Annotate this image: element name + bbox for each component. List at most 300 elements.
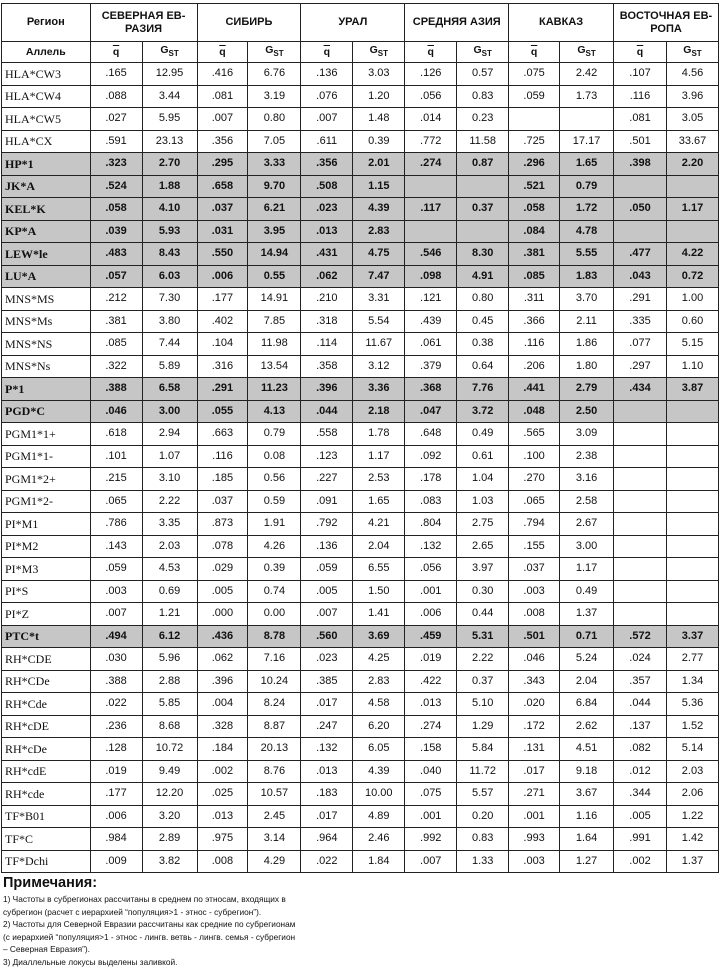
q-value-cell: .031: [197, 220, 248, 243]
gst-value-cell: [666, 423, 718, 446]
gst-value-cell: 5.89: [142, 355, 197, 378]
gst-value-cell: 1.15: [353, 175, 405, 198]
q-value-cell: .005: [301, 580, 353, 603]
gst-value-cell: 2.62: [560, 715, 614, 738]
q-value-cell: .210: [301, 288, 353, 311]
gst-value-cell: 2.53: [353, 468, 405, 491]
q-value-cell: .128: [90, 738, 142, 761]
allele-frequency-table: [1, 3, 719, 873]
q-value-cell: [405, 175, 457, 198]
q-value-cell: .323: [90, 153, 142, 176]
q-value-cell: .648: [405, 423, 457, 446]
q-symbol: $\overline{q}$: [113, 46, 119, 58]
allele-cell: RH*cDE: [2, 715, 91, 738]
gst-column-header: [248, 42, 301, 63]
q-value-cell: .483: [90, 243, 142, 266]
gst-value-cell: 8.78: [248, 625, 301, 648]
allele-cell: HP*1: [2, 153, 91, 176]
gst-value-cell: 1.84: [353, 850, 405, 873]
q-value-cell: .964: [301, 828, 353, 851]
gst-value-cell: 0.69: [142, 580, 197, 603]
gst-value-cell: 1.48: [353, 108, 405, 131]
gst-value-cell: 1.29: [457, 715, 509, 738]
gst-value-cell: 0.30: [457, 580, 509, 603]
gst-value-cell: 0.44: [457, 603, 509, 626]
q-value-cell: .082: [614, 738, 667, 761]
q-value-cell: .004: [197, 693, 248, 716]
gst-value-cell: 4.75: [353, 243, 405, 266]
gst-value-cell: 5.24: [560, 648, 614, 671]
q-value-cell: .524: [90, 175, 142, 198]
gst-value-cell: [666, 535, 718, 558]
gst-value-cell: 3.03: [353, 63, 405, 86]
table-body: [2, 63, 719, 873]
allele-cell: HLA*CW4: [2, 85, 91, 108]
q-symbol: $\overline{q}$: [324, 46, 330, 58]
q-value-cell: .558: [301, 423, 353, 446]
q-value-cell: .792: [301, 513, 353, 536]
q-symbol: $\overline{q}$: [428, 46, 434, 58]
gst-value-cell: 1.65: [560, 153, 614, 176]
region-siberia: СИБИРЬ: [197, 4, 301, 42]
gst-value-cell: 1.91: [248, 513, 301, 536]
q-value-cell: .006: [90, 805, 142, 828]
gst-value-cell: 0.83: [457, 828, 509, 851]
gst-value-cell: 3.44: [142, 85, 197, 108]
gst-value-cell: 3.19: [248, 85, 301, 108]
table-row: [2, 63, 719, 86]
gst-value-cell: 23.13: [142, 130, 197, 153]
q-value-cell: [614, 468, 667, 491]
q-value-cell: .114: [301, 333, 353, 356]
gst-value-cell: 7.30: [142, 288, 197, 311]
q-value-cell: .116: [509, 333, 560, 356]
gst-value-cell: 3.67: [560, 783, 614, 806]
gst-value-cell: 2.58: [560, 490, 614, 513]
q-value-cell: .131: [509, 738, 560, 761]
q-value-cell: .501: [509, 625, 560, 648]
gst-value-cell: 6.21: [248, 198, 301, 221]
gst-value-cell: 0.79: [560, 175, 614, 198]
gst-value-cell: 5.84: [457, 738, 509, 761]
table-row: [2, 648, 719, 671]
gst-value-cell: 1.21: [142, 603, 197, 626]
note-line: (с иерархией “популяция>1 - этнос - лингв. ветвь - лингв. семья - субрегион: [3, 931, 722, 944]
table-row: [2, 468, 719, 491]
q-value-cell: .155: [509, 535, 560, 558]
gst-subscript: ST: [378, 50, 388, 59]
q-value-cell: .077: [614, 333, 667, 356]
q-value-cell: [405, 220, 457, 243]
q-value-cell: [614, 220, 667, 243]
gst-value-cell: 2.03: [142, 535, 197, 558]
allele-cell: P*1: [2, 378, 91, 401]
gst-value-cell: 3.00: [560, 535, 614, 558]
gst-value-cell: 5.54: [353, 310, 405, 333]
note-line: 2) Частоты для Северной Евразии рассчитаны как средние по субрегионам: [3, 918, 722, 931]
q-value-cell: .215: [90, 468, 142, 491]
q-value-cell: [614, 558, 667, 581]
q-value-cell: .132: [405, 535, 457, 558]
gst-value-cell: 3.36: [353, 378, 405, 401]
gst-subscript: ST: [482, 50, 492, 59]
gst-value-cell: 0.08: [248, 445, 301, 468]
gst-value-cell: 0.61: [457, 445, 509, 468]
gst-value-cell: 0.60: [666, 310, 718, 333]
gst-value-cell: 4.89: [353, 805, 405, 828]
q-value-cell: .501: [614, 130, 667, 153]
q-value-cell: .344: [614, 783, 667, 806]
q-value-cell: .001: [405, 805, 457, 828]
gst-value-cell: 2.42: [560, 63, 614, 86]
q-value-cell: .081: [197, 85, 248, 108]
table-row: [2, 378, 719, 401]
q-value-cell: .358: [301, 355, 353, 378]
note-line: 1) Частоты в субрегионах рассчитаны в среднем по этносам, входящих в: [3, 893, 722, 906]
gst-value-cell: [666, 558, 718, 581]
gst-value-cell: 4.56: [666, 63, 718, 86]
q-column-header: [301, 42, 353, 63]
gst-value-cell: 4.10: [142, 198, 197, 221]
q-value-cell: .984: [90, 828, 142, 851]
gst-value-cell: 3.72: [457, 400, 509, 423]
q-value-cell: [614, 175, 667, 198]
q-value-cell: [614, 423, 667, 446]
q-value-cell: .311: [509, 288, 560, 311]
gst-value-cell: 2.18: [353, 400, 405, 423]
q-value-cell: .009: [90, 850, 142, 873]
q-value-cell: .291: [614, 288, 667, 311]
q-value-cell: .116: [614, 85, 667, 108]
q-value-cell: .343: [509, 670, 560, 693]
gst-value-cell: 1.16: [560, 805, 614, 828]
gst-column-header: [142, 42, 197, 63]
gst-symbol: G: [370, 44, 378, 56]
gst-value-cell: 1.04: [457, 468, 509, 491]
allele-cell: PI*M3: [2, 558, 91, 581]
gst-value-cell: 1.10: [666, 355, 718, 378]
gst-value-cell: 14.94: [248, 243, 301, 266]
gst-value-cell: 3.09: [560, 423, 614, 446]
gst-value-cell: [457, 175, 509, 198]
gst-value-cell: 1.78: [353, 423, 405, 446]
q-value-cell: .178: [405, 468, 457, 491]
q-value-cell: .184: [197, 738, 248, 761]
q-value-cell: .165: [90, 63, 142, 86]
q-value-cell: .044: [301, 400, 353, 423]
gst-value-cell: 1.52: [666, 715, 718, 738]
q-value-cell: .055: [197, 400, 248, 423]
gst-value-cell: 5.55: [560, 243, 614, 266]
gst-value-cell: 3.37: [666, 625, 718, 648]
region-north-eurasia: СЕВЕРНАЯ ЕВ-РАЗИЯ: [90, 4, 197, 42]
gst-value-cell: 17.17: [560, 130, 614, 153]
q-column-header: [90, 42, 142, 63]
region-ural: УРАЛ: [301, 4, 405, 42]
allele-cell: HLA*CX: [2, 130, 91, 153]
q-value-cell: .047: [405, 400, 457, 423]
q-value-cell: .297: [614, 355, 667, 378]
gst-value-cell: 3.80: [142, 310, 197, 333]
table-row: [2, 670, 719, 693]
allele-cell: RH*Cde: [2, 693, 91, 716]
gst-value-cell: 3.96: [666, 85, 718, 108]
q-value-cell: .663: [197, 423, 248, 446]
gst-value-cell: 2.89: [142, 828, 197, 851]
q-value-cell: .126: [405, 63, 457, 86]
q-value-cell: .005: [614, 805, 667, 828]
allele-cell: JK*A: [2, 175, 91, 198]
q-value-cell: .084: [509, 220, 560, 243]
allele-cell: RH*CDE: [2, 648, 91, 671]
gst-value-cell: 3.82: [142, 850, 197, 873]
gst-value-cell: 2.75: [457, 513, 509, 536]
q-value-cell: [614, 603, 667, 626]
q-value-cell: .611: [301, 130, 353, 153]
allele-cell: PGM1*2-: [2, 490, 91, 513]
gst-value-cell: 0.64: [457, 355, 509, 378]
table-row: [2, 760, 719, 783]
q-value-cell: .012: [614, 760, 667, 783]
q-value-cell: .062: [197, 648, 248, 671]
q-value-cell: .658: [197, 175, 248, 198]
gst-value-cell: 1.42: [666, 828, 718, 851]
gst-value-cell: 3.05: [666, 108, 718, 131]
gst-value-cell: 9.70: [248, 175, 301, 198]
table-row: [2, 625, 719, 648]
q-value-cell: .247: [301, 715, 353, 738]
gst-value-cell: 5.96: [142, 648, 197, 671]
q-value-cell: .335: [614, 310, 667, 333]
gst-value-cell: [666, 513, 718, 536]
gst-value-cell: [666, 468, 718, 491]
gst-value-cell: 7.05: [248, 130, 301, 153]
allele-cell: RH*CDe: [2, 670, 91, 693]
gst-value-cell: 1.27: [560, 850, 614, 873]
q-value-cell: .061: [405, 333, 457, 356]
q-value-cell: .046: [509, 648, 560, 671]
table-row: [2, 603, 719, 626]
q-value-cell: .396: [301, 378, 353, 401]
q-value-cell: .007: [197, 108, 248, 131]
q-value-cell: .056: [405, 85, 457, 108]
table-row: [2, 783, 719, 806]
table-row: [2, 355, 719, 378]
q-value-cell: .013: [301, 220, 353, 243]
allele-cell: TF*B01: [2, 805, 91, 828]
gst-value-cell: 20.13: [248, 738, 301, 761]
q-value-cell: .019: [405, 648, 457, 671]
gst-value-cell: 0.83: [457, 85, 509, 108]
gst-value-cell: 2.22: [142, 490, 197, 513]
q-value-cell: .022: [90, 693, 142, 716]
q-value-cell: .085: [90, 333, 142, 356]
allele-cell: PGM1*2+: [2, 468, 91, 491]
gst-value-cell: 5.36: [666, 693, 718, 716]
gst-value-cell: 4.21: [353, 513, 405, 536]
gst-value-cell: 1.17: [560, 558, 614, 581]
q-value-cell: .002: [197, 760, 248, 783]
q-value-cell: .296: [509, 153, 560, 176]
gst-value-cell: 0.59: [248, 490, 301, 513]
gst-value-cell: 5.15: [666, 333, 718, 356]
q-value-cell: .075: [405, 783, 457, 806]
q-value-cell: .546: [405, 243, 457, 266]
q-value-cell: .005: [197, 580, 248, 603]
gst-value-cell: 3.33: [248, 153, 301, 176]
table-row: [2, 693, 719, 716]
q-value-cell: .121: [405, 288, 457, 311]
q-value-cell: .003: [509, 580, 560, 603]
q-value-cell: [614, 535, 667, 558]
gst-value-cell: 5.14: [666, 738, 718, 761]
gst-value-cell: 0.37: [457, 670, 509, 693]
gst-value-cell: 1.37: [666, 850, 718, 873]
gst-value-cell: 4.26: [248, 535, 301, 558]
table-row: [2, 738, 719, 761]
q-value-cell: .014: [405, 108, 457, 131]
gst-value-cell: 5.10: [457, 693, 509, 716]
q-value-cell: .040: [405, 760, 457, 783]
gst-value-cell: 0.71: [560, 625, 614, 648]
q-column-header: [197, 42, 248, 63]
gst-value-cell: [666, 603, 718, 626]
region-eastern-europe: ВОСТОЧНАЯ ЕВ-РОПА: [614, 4, 719, 42]
gst-value-cell: 1.33: [457, 850, 509, 873]
gst-value-cell: 10.00: [353, 783, 405, 806]
gst-value-cell: 3.87: [666, 378, 718, 401]
gst-value-cell: 2.83: [353, 670, 405, 693]
q-value-cell: .206: [509, 355, 560, 378]
q-value-cell: .020: [509, 693, 560, 716]
q-value-cell: .143: [90, 535, 142, 558]
table-row: [2, 220, 719, 243]
gst-value-cell: 2.88: [142, 670, 197, 693]
gst-value-cell: 2.01: [353, 153, 405, 176]
q-value-cell: [614, 400, 667, 423]
q-value-cell: .006: [405, 603, 457, 626]
gst-value-cell: 12.20: [142, 783, 197, 806]
q-value-cell: .786: [90, 513, 142, 536]
allele-cell: LU*A: [2, 265, 91, 288]
gst-symbol: G: [577, 44, 585, 56]
q-value-cell: .137: [614, 715, 667, 738]
allele-cell: RH*cdE: [2, 760, 91, 783]
gst-value-cell: 13.54: [248, 355, 301, 378]
gst-value-cell: 12.95: [142, 63, 197, 86]
gst-value-cell: 4.91: [457, 265, 509, 288]
q-value-cell: .794: [509, 513, 560, 536]
gst-column-header: [560, 42, 614, 63]
q-value-cell: .591: [90, 130, 142, 153]
gst-value-cell: [560, 108, 614, 131]
allele-cell: LEW*le: [2, 243, 91, 266]
q-value-cell: .037: [197, 490, 248, 513]
gst-value-cell: 1.80: [560, 355, 614, 378]
gst-value-cell: 11.98: [248, 333, 301, 356]
region-central-asia: СРЕДНЯЯ АЗИЯ: [405, 4, 509, 42]
gst-column-header: [457, 42, 509, 63]
gst-value-cell: 1.07: [142, 445, 197, 468]
gst-value-cell: 8.30: [457, 243, 509, 266]
q-value-cell: .019: [90, 760, 142, 783]
gst-value-cell: 2.67: [560, 513, 614, 536]
q-value-cell: .003: [90, 580, 142, 603]
q-value-cell: .006: [197, 265, 248, 288]
q-value-cell: .381: [90, 310, 142, 333]
table-row: [2, 175, 719, 198]
allele-cell: PGD*C: [2, 400, 91, 423]
gst-value-cell: 11.58: [457, 130, 509, 153]
gst-symbol: G: [265, 44, 273, 56]
gst-value-cell: 7.76: [457, 378, 509, 401]
gst-value-cell: 8.68: [142, 715, 197, 738]
gst-value-cell: 8.43: [142, 243, 197, 266]
gst-value-cell: 0.80: [248, 108, 301, 131]
q-value-cell: .434: [614, 378, 667, 401]
q-value-cell: .396: [197, 670, 248, 693]
q-value-cell: .022: [301, 850, 353, 873]
q-value-cell: .185: [197, 468, 248, 491]
table-row: [2, 400, 719, 423]
notes-section: [3, 875, 722, 968]
table-row: [2, 288, 719, 311]
gst-value-cell: 1.86: [560, 333, 614, 356]
gst-value-cell: 3.95: [248, 220, 301, 243]
gst-value-cell: [666, 580, 718, 603]
gst-value-cell: 8.87: [248, 715, 301, 738]
table-row: [2, 153, 719, 176]
gst-value-cell: 5.95: [142, 108, 197, 131]
q-value-cell: .001: [405, 580, 457, 603]
gst-value-cell: 33.67: [666, 130, 718, 153]
gst-value-cell: 1.22: [666, 805, 718, 828]
q-value-cell: .048: [509, 400, 560, 423]
gst-symbol: G: [473, 44, 481, 56]
gst-value-cell: 0.39: [353, 130, 405, 153]
gst-value-cell: 6.58: [142, 378, 197, 401]
q-value-cell: .366: [509, 310, 560, 333]
gst-value-cell: 10.72: [142, 738, 197, 761]
gst-value-cell: [666, 400, 718, 423]
gst-value-cell: 1.41: [353, 603, 405, 626]
gst-value-cell: 5.93: [142, 220, 197, 243]
gst-value-cell: 1.64: [560, 828, 614, 851]
gst-value-cell: 3.10: [142, 468, 197, 491]
gst-symbol: G: [683, 44, 691, 56]
q-value-cell: .003: [509, 850, 560, 873]
q-value-cell: .477: [614, 243, 667, 266]
table-row: [2, 580, 719, 603]
q-value-cell: .059: [509, 85, 560, 108]
gst-value-cell: 2.06: [666, 783, 718, 806]
gst-value-cell: 1.17: [666, 198, 718, 221]
table-row: [2, 423, 719, 446]
q-value-cell: .008: [197, 850, 248, 873]
table-row: [2, 513, 719, 536]
gst-value-cell: 1.03: [457, 490, 509, 513]
q-value-cell: .065: [90, 490, 142, 513]
q-value-cell: .085: [509, 265, 560, 288]
allele-cell: PI*Z: [2, 603, 91, 626]
q-value-cell: .356: [301, 153, 353, 176]
gst-value-cell: 1.65: [353, 490, 405, 513]
gst-value-cell: 1.50: [353, 580, 405, 603]
gst-value-cell: 0.00: [248, 603, 301, 626]
q-value-cell: [614, 580, 667, 603]
gst-value-cell: 3.16: [560, 468, 614, 491]
q-value-cell: .013: [197, 805, 248, 828]
